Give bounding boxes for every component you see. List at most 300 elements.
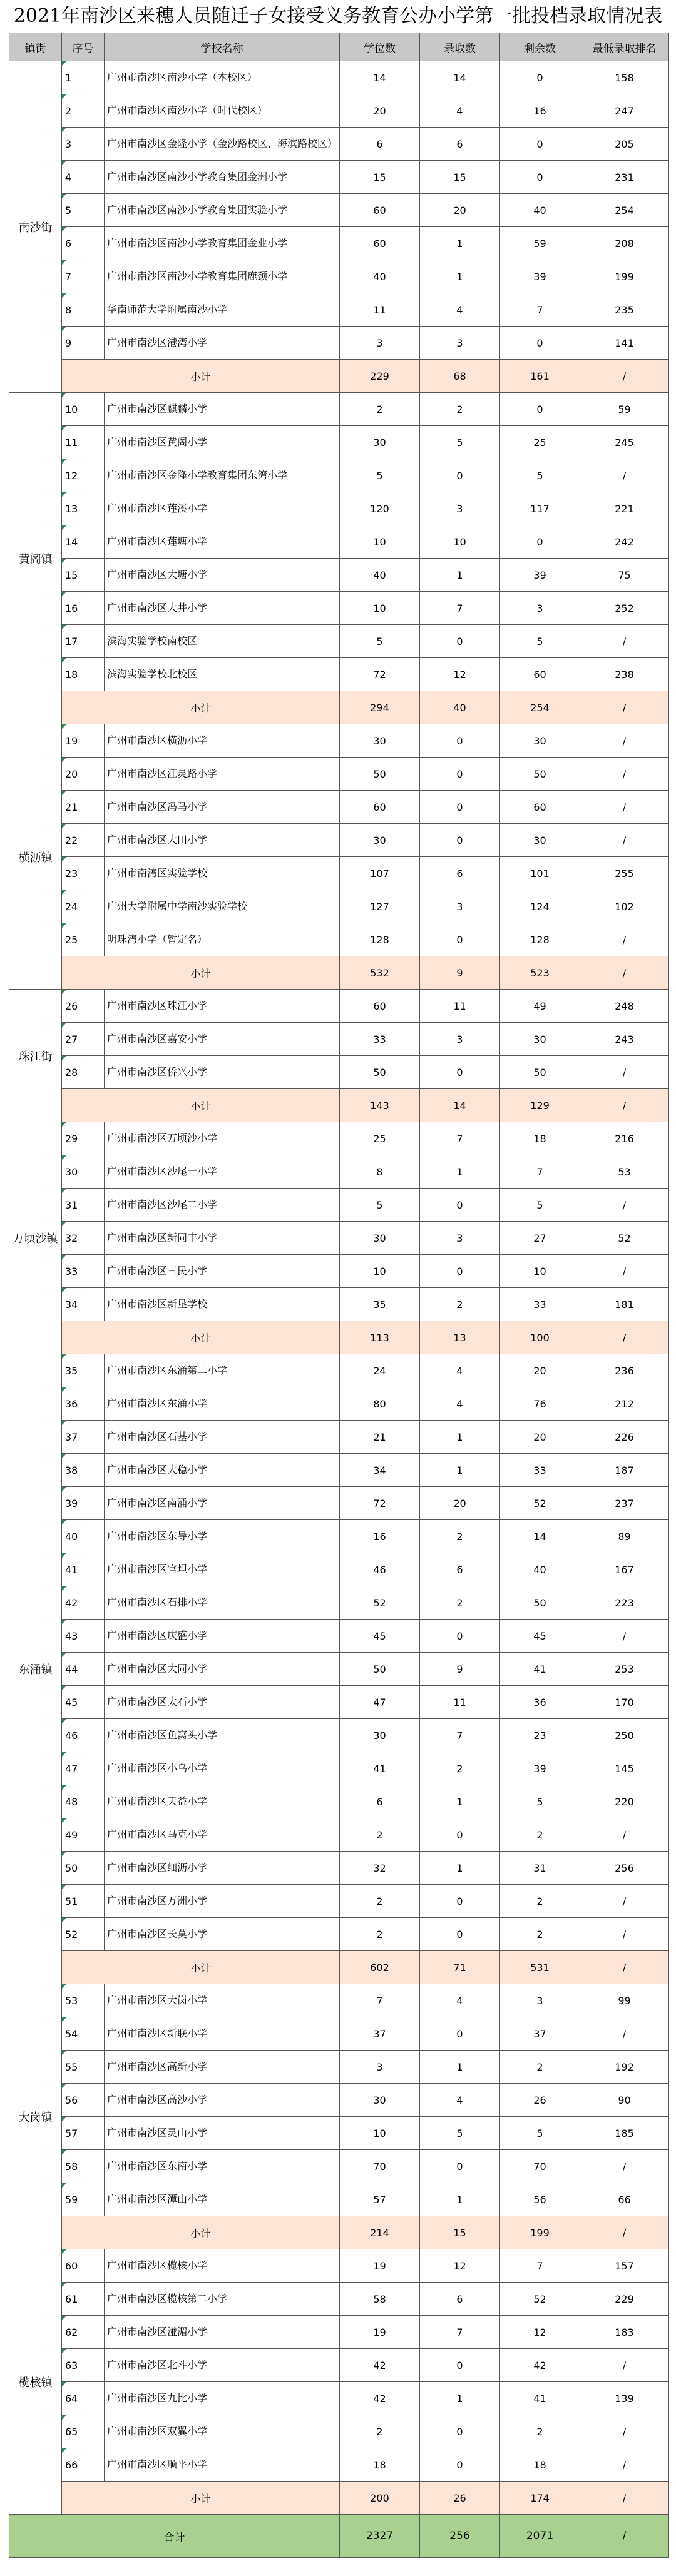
subtotal-row <box>9 2482 669 2515</box>
school-name-cell: 广州市南沙区珠江小学 <box>105 990 340 1023</box>
school-name-cell: 广州市南沙区太石小学 <box>105 1686 340 1719</box>
seats-cell: 10 <box>340 525 420 559</box>
min-rank-cell: 252 <box>580 592 669 625</box>
table-row <box>9 2415 669 2448</box>
subtotal-seats: 602 <box>340 1951 420 1984</box>
min-rank-cell: 237 <box>580 1487 669 1520</box>
table-row <box>9 2084 669 2117</box>
school-name-cell: 广州市南沙区三民小学 <box>105 1255 340 1288</box>
subtotal-min-rank: / <box>580 2482 669 2515</box>
table-row <box>9 459 669 492</box>
min-rank-cell: 236 <box>580 1354 669 1387</box>
seats-cell: 5 <box>340 625 420 658</box>
seats-cell: 80 <box>340 1387 420 1421</box>
town-cell: 珠江街 <box>9 990 62 1122</box>
subtotal-label: 小计 <box>62 1089 340 1122</box>
admitted-cell: 0 <box>420 1189 500 1222</box>
seats-cell: 120 <box>340 492 420 525</box>
min-rank-cell: 99 <box>580 1984 669 2017</box>
school-name-cell: 广州市南沙区金隆小学教育集团东湾小学 <box>105 459 340 492</box>
remaining-cell: 0 <box>500 61 580 94</box>
seats-cell: 42 <box>340 2349 420 2382</box>
seq-cell: 50 <box>62 1852 105 1885</box>
seats-cell: 8 <box>340 1155 420 1189</box>
remaining-cell: 5 <box>500 459 580 492</box>
table-row <box>9 1719 669 1752</box>
seq-cell: 6 <box>62 227 105 260</box>
seq-cell: 38 <box>62 1454 105 1487</box>
school-name-cell: 广州市南沙区双翼小学 <box>105 2415 340 2448</box>
remaining-cell: 2 <box>500 2415 580 2448</box>
admitted-cell: 9 <box>420 1653 500 1686</box>
min-rank-cell: 89 <box>580 1520 669 1553</box>
remaining-cell: 0 <box>500 161 580 194</box>
school-name-cell: 广州市南沙区南沙小学（时代校区） <box>105 94 340 128</box>
seq-cell: 44 <box>62 1653 105 1686</box>
min-rank-cell: 253 <box>580 1653 669 1686</box>
seq-cell: 53 <box>62 1984 105 2017</box>
school-name-cell: 广州市南沙区横沥小学 <box>105 724 340 758</box>
table-row <box>9 559 669 592</box>
subtotal-remaining: 129 <box>500 1089 580 1122</box>
min-rank-cell: / <box>580 1918 669 1951</box>
subtotal-min-rank: / <box>580 1089 669 1122</box>
admitted-cell: 0 <box>420 824 500 857</box>
seats-cell: 60 <box>340 227 420 260</box>
town-cell: 黄阁镇 <box>9 393 62 724</box>
school-name-cell: 广州市南沙区沙尾一小学 <box>105 1155 340 1189</box>
admitted-cell: 1 <box>420 1785 500 1818</box>
seats-cell: 30 <box>340 2084 420 2117</box>
school-name-cell: 广州市南沙区冯马小学 <box>105 791 340 824</box>
subtotal-row <box>9 956 669 990</box>
remaining-cell: 76 <box>500 1387 580 1421</box>
remaining-cell: 33 <box>500 1288 580 1321</box>
seats-cell: 128 <box>340 923 420 956</box>
min-rank-cell: 247 <box>580 94 669 128</box>
min-rank-cell: 192 <box>580 2051 669 2084</box>
remaining-cell: 128 <box>500 923 580 956</box>
school-name-cell: 广州市南沙区马克小学 <box>105 1818 340 1852</box>
admitted-cell: 7 <box>420 1719 500 1752</box>
table-row <box>9 1122 669 1155</box>
table-row <box>9 2183 669 2216</box>
seats-cell: 16 <box>340 1520 420 1553</box>
table-row <box>9 724 669 758</box>
table-row <box>9 327 669 360</box>
table-row <box>9 658 669 691</box>
table-row <box>9 227 669 260</box>
remaining-cell: 49 <box>500 990 580 1023</box>
min-rank-cell: 102 <box>580 890 669 923</box>
remaining-cell: 37 <box>500 2017 580 2051</box>
min-rank-cell: 53 <box>580 1155 669 1189</box>
table-row <box>9 791 669 824</box>
remaining-cell: 39 <box>500 260 580 293</box>
admitted-cell: 1 <box>420 227 500 260</box>
admitted-cell: 1 <box>420 2183 500 2216</box>
table-body <box>9 61 669 2558</box>
min-rank-cell: 238 <box>580 658 669 691</box>
school-name-cell: 广州市南沙区新同丰小学 <box>105 1222 340 1255</box>
seats-cell: 32 <box>340 1852 420 1885</box>
seq-cell: 30 <box>62 1155 105 1189</box>
school-name-cell: 广州市南沙区长莫小学 <box>105 1918 340 1951</box>
table-row <box>9 1056 669 1089</box>
min-rank-cell: 157 <box>580 2249 669 2283</box>
admitted-cell: 12 <box>420 658 500 691</box>
remaining-cell: 0 <box>500 327 580 360</box>
admitted-cell: 0 <box>420 1056 500 1089</box>
min-rank-cell: 221 <box>580 492 669 525</box>
seq-cell: 21 <box>62 791 105 824</box>
min-rank-cell: 181 <box>580 1288 669 1321</box>
seq-cell: 2 <box>62 94 105 128</box>
min-rank-cell: 223 <box>580 1586 669 1620</box>
school-name-cell: 广州市南湾区实验学校 <box>105 857 340 890</box>
seq-cell: 11 <box>62 426 105 459</box>
min-rank-cell: / <box>580 2017 669 2051</box>
seq-cell: 36 <box>62 1387 105 1421</box>
subtotal-seats: 200 <box>340 2482 420 2515</box>
town-cell: 大岗镇 <box>9 1984 62 2249</box>
table-row <box>9 1354 669 1387</box>
min-rank-cell: 243 <box>580 1023 669 1056</box>
table-row <box>9 1818 669 1852</box>
remaining-cell: 14 <box>500 1520 580 1553</box>
subtotal-min-rank: / <box>580 691 669 724</box>
subtotal-label: 小计 <box>62 2216 340 2249</box>
subtotal-remaining: 254 <box>500 691 580 724</box>
school-name-cell: 广州市南沙区新联小学 <box>105 2017 340 2051</box>
subtotal-row <box>9 1951 669 1984</box>
remaining-cell: 41 <box>500 1653 580 1686</box>
min-rank-cell: / <box>580 1818 669 1852</box>
seats-cell: 21 <box>340 1421 420 1454</box>
school-name-cell: 广州市南沙区高新小学 <box>105 2051 340 2084</box>
subtotal-min-rank: / <box>580 956 669 990</box>
table-row <box>9 2316 669 2349</box>
table-row <box>9 1653 669 1686</box>
subtotal-admitted: 13 <box>420 1321 500 1354</box>
table-row <box>9 1255 669 1288</box>
table-row <box>9 824 669 857</box>
admitted-cell: 7 <box>420 592 500 625</box>
seats-cell: 2 <box>340 2415 420 2448</box>
school-name-cell: 广州市南沙区侨兴小学 <box>105 1056 340 1089</box>
seq-cell: 47 <box>62 1752 105 1785</box>
seats-cell: 20 <box>340 94 420 128</box>
seq-cell: 15 <box>62 559 105 592</box>
remaining-cell: 18 <box>500 1122 580 1155</box>
admitted-cell: 7 <box>420 2316 500 2349</box>
school-name-cell: 广州市南沙区南沙小学（本校区） <box>105 61 340 94</box>
seats-cell: 25 <box>340 1122 420 1155</box>
admitted-cell: 20 <box>420 1487 500 1520</box>
seats-cell: 40 <box>340 260 420 293</box>
seats-cell: 60 <box>340 791 420 824</box>
seq-cell: 35 <box>62 1354 105 1387</box>
subtotal-remaining: 523 <box>500 956 580 990</box>
remaining-cell: 25 <box>500 426 580 459</box>
seats-cell: 72 <box>340 1487 420 1520</box>
min-rank-cell: / <box>580 824 669 857</box>
table-row <box>9 1487 669 1520</box>
table-row <box>9 2349 669 2382</box>
admitted-cell: 2 <box>420 1752 500 1785</box>
seats-cell: 7 <box>340 1984 420 2017</box>
table-row <box>9 2117 669 2150</box>
school-name-cell: 广州市南沙区天益小学 <box>105 1785 340 1818</box>
admitted-cell: 1 <box>420 559 500 592</box>
seats-cell: 3 <box>340 327 420 360</box>
seq-cell: 45 <box>62 1686 105 1719</box>
seats-cell: 5 <box>340 459 420 492</box>
remaining-cell: 20 <box>500 1421 580 1454</box>
school-name-cell: 广州市南沙区庆盛小学 <box>105 1620 340 1653</box>
remaining-cell: 5 <box>500 625 580 658</box>
town-cell: 南沙街 <box>9 61 62 393</box>
school-name-cell: 广州市南沙区南沙小学教育集团金洲小学 <box>105 161 340 194</box>
subtotal-row <box>9 691 669 724</box>
seq-cell: 23 <box>62 857 105 890</box>
admitted-cell: 4 <box>420 293 500 327</box>
table-row <box>9 2051 669 2084</box>
subtotal-remaining: 199 <box>500 2216 580 2249</box>
admitted-cell: 1 <box>420 1155 500 1189</box>
seats-cell: 72 <box>340 658 420 691</box>
seats-cell: 60 <box>340 194 420 227</box>
seq-cell: 61 <box>62 2283 105 2316</box>
seats-cell: 41 <box>340 1752 420 1785</box>
remaining-cell: 60 <box>500 658 580 691</box>
remaining-cell: 5 <box>500 1189 580 1222</box>
min-rank-cell: 75 <box>580 559 669 592</box>
table-row <box>9 2017 669 2051</box>
school-name-cell: 广州市南沙区麒麟小学 <box>105 393 340 426</box>
min-rank-cell: / <box>580 2150 669 2183</box>
remaining-cell: 60 <box>500 791 580 824</box>
min-rank-cell: 145 <box>580 1752 669 1785</box>
admitted-cell: 0 <box>420 1620 500 1653</box>
seq-cell: 4 <box>62 161 105 194</box>
subtotal-label: 小计 <box>62 691 340 724</box>
table-row <box>9 492 669 525</box>
table-row <box>9 293 669 327</box>
min-rank-cell: / <box>580 459 669 492</box>
remaining-cell: 45 <box>500 1620 580 1653</box>
seq-cell: 34 <box>62 1288 105 1321</box>
min-rank-cell: 208 <box>580 227 669 260</box>
seats-cell: 50 <box>340 758 420 791</box>
table-row <box>9 890 669 923</box>
remaining-cell: 3 <box>500 592 580 625</box>
seats-cell: 57 <box>340 2183 420 2216</box>
header-admitted: 录取数 <box>420 33 500 61</box>
remaining-cell: 2 <box>500 2051 580 2084</box>
school-name-cell: 华南师范大学附属南沙小学 <box>105 293 340 327</box>
remaining-cell: 33 <box>500 1454 580 1487</box>
seq-cell: 10 <box>62 393 105 426</box>
town-cell: 榄核镇 <box>9 2249 62 2515</box>
school-name-cell: 广州市南沙区东导小学 <box>105 1520 340 1553</box>
table-row <box>9 1421 669 1454</box>
seq-cell: 29 <box>62 1122 105 1155</box>
remaining-cell: 30 <box>500 824 580 857</box>
remaining-cell: 3 <box>500 1984 580 2017</box>
seq-cell: 33 <box>62 1255 105 1288</box>
table-row <box>9 1686 669 1719</box>
seats-cell: 30 <box>340 724 420 758</box>
seq-cell: 8 <box>62 293 105 327</box>
subtotal-admitted: 14 <box>420 1089 500 1122</box>
seq-cell: 52 <box>62 1918 105 1951</box>
seats-cell: 10 <box>340 2117 420 2150</box>
admitted-cell: 4 <box>420 1354 500 1387</box>
header-town: 镇街 <box>9 33 62 61</box>
seats-cell: 5 <box>340 1189 420 1222</box>
table-row <box>9 161 669 194</box>
table-row <box>9 1387 669 1421</box>
table-row <box>9 393 669 426</box>
admitted-cell: 3 <box>420 1023 500 1056</box>
seq-cell: 17 <box>62 625 105 658</box>
admitted-cell: 2 <box>420 393 500 426</box>
min-rank-cell: 52 <box>580 1222 669 1255</box>
subtotal-row <box>9 1089 669 1122</box>
remaining-cell: 41 <box>500 2382 580 2415</box>
seq-cell: 49 <box>62 1818 105 1852</box>
admitted-cell: 0 <box>420 2150 500 2183</box>
school-name-cell: 广州市南沙区高沙小学 <box>105 2084 340 2117</box>
school-name-cell: 广州市南沙区石排小学 <box>105 1586 340 1620</box>
min-rank-cell: 216 <box>580 1122 669 1155</box>
seq-cell: 25 <box>62 923 105 956</box>
subtotal-remaining: 174 <box>500 2482 580 2515</box>
seats-cell: 50 <box>340 1056 420 1089</box>
min-rank-cell: / <box>580 1056 669 1089</box>
seats-cell: 52 <box>340 1586 420 1620</box>
min-rank-cell: 185 <box>580 2117 669 2150</box>
seats-cell: 127 <box>340 890 420 923</box>
admitted-cell: 1 <box>420 1852 500 1885</box>
min-rank-cell: 199 <box>580 260 669 293</box>
seq-cell: 66 <box>62 2448 105 2482</box>
table-row <box>9 2150 669 2183</box>
seq-cell: 40 <box>62 1520 105 1553</box>
min-rank-cell: 212 <box>580 1387 669 1421</box>
remaining-cell: 36 <box>500 1686 580 1719</box>
seq-cell: 43 <box>62 1620 105 1653</box>
table-row <box>9 758 669 791</box>
seats-cell: 35 <box>340 1288 420 1321</box>
seq-cell: 48 <box>62 1785 105 1818</box>
table-row <box>9 94 669 128</box>
remaining-cell: 50 <box>500 758 580 791</box>
remaining-cell: 7 <box>500 293 580 327</box>
school-name-cell: 广州市南沙区南沙小学教育集团鹿颈小学 <box>105 260 340 293</box>
min-rank-cell: / <box>580 758 669 791</box>
seats-cell: 30 <box>340 1222 420 1255</box>
remaining-cell: 23 <box>500 1719 580 1752</box>
min-rank-cell: 248 <box>580 990 669 1023</box>
remaining-cell: 101 <box>500 857 580 890</box>
admitted-cell: 7 <box>420 1122 500 1155</box>
school-name-cell: 广州市南沙区南沙小学教育集团金业小学 <box>105 227 340 260</box>
table-row <box>9 1454 669 1487</box>
remaining-cell: 0 <box>500 393 580 426</box>
min-rank-cell: 220 <box>580 1785 669 1818</box>
seats-cell: 37 <box>340 2017 420 2051</box>
seq-cell: 32 <box>62 1222 105 1255</box>
subtotal-seats: 214 <box>340 2216 420 2249</box>
remaining-cell: 124 <box>500 890 580 923</box>
school-name-cell: 广州市南沙区港湾小学 <box>105 327 340 360</box>
remaining-cell: 52 <box>500 1487 580 1520</box>
admitted-cell: 6 <box>420 857 500 890</box>
town-cell: 横沥镇 <box>9 724 62 990</box>
total-seats: 2327 <box>340 2515 420 2558</box>
seats-cell: 47 <box>340 1686 420 1719</box>
admitted-cell: 0 <box>420 1918 500 1951</box>
admitted-cell: 3 <box>420 492 500 525</box>
min-rank-cell: 141 <box>580 327 669 360</box>
table-row <box>9 1885 669 1918</box>
subtotal-min-rank: / <box>580 2216 669 2249</box>
school-name-cell: 广州市南沙区小乌小学 <box>105 1752 340 1785</box>
subtotal-min-rank: / <box>580 360 669 393</box>
table-row <box>9 1023 669 1056</box>
table-row <box>9 1984 669 2017</box>
seq-cell: 22 <box>62 824 105 857</box>
school-name-cell: 广州大学附属中学南沙实验学校 <box>105 890 340 923</box>
total-admitted: 256 <box>420 2515 500 2558</box>
min-rank-cell: 254 <box>580 194 669 227</box>
seats-cell: 2 <box>340 1918 420 1951</box>
table-row <box>9 2283 669 2316</box>
admitted-cell: 14 <box>420 61 500 94</box>
school-name-cell: 明珠湾小学（暂定名） <box>105 923 340 956</box>
school-name-cell: 广州市南沙区大塘小学 <box>105 559 340 592</box>
min-rank-cell: 229 <box>580 2283 669 2316</box>
min-rank-cell: 59 <box>580 393 669 426</box>
table-row <box>9 2448 669 2482</box>
seq-cell: 41 <box>62 1553 105 1586</box>
min-rank-cell: / <box>580 923 669 956</box>
table-row <box>9 1620 669 1653</box>
seq-cell: 39 <box>62 1487 105 1520</box>
table-row <box>9 1520 669 1553</box>
remaining-cell: 30 <box>500 724 580 758</box>
admission-table-container <box>9 33 668 2573</box>
table-row <box>9 1752 669 1785</box>
seq-cell: 64 <box>62 2382 105 2415</box>
admitted-cell: 0 <box>420 2448 500 2482</box>
seq-cell: 54 <box>62 2017 105 2051</box>
admitted-cell: 1 <box>420 2051 500 2084</box>
school-name-cell: 广州市南沙区细沥小学 <box>105 1852 340 1885</box>
seq-cell: 14 <box>62 525 105 559</box>
table-row <box>9 625 669 658</box>
seq-cell: 16 <box>62 592 105 625</box>
subtotal-admitted: 15 <box>420 2216 500 2249</box>
subtotal-admitted: 26 <box>420 2482 500 2515</box>
subtotal-remaining: 531 <box>500 1951 580 1984</box>
admitted-cell: 0 <box>420 758 500 791</box>
school-name-cell: 广州市南沙区榄核小学 <box>105 2249 340 2283</box>
school-name-cell: 广州市南沙区莲塘小学 <box>105 525 340 559</box>
seq-cell: 24 <box>62 890 105 923</box>
